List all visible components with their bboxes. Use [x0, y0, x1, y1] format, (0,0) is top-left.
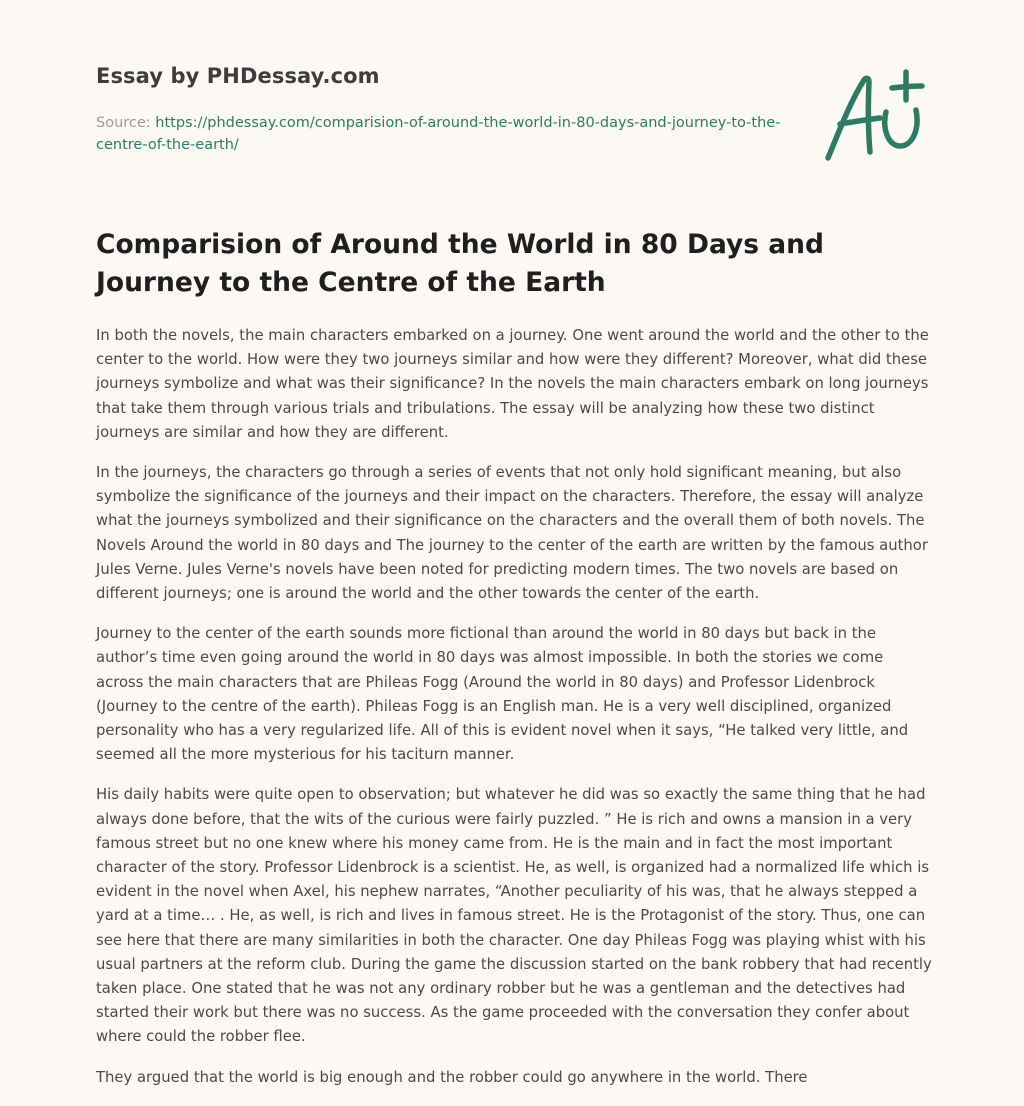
a-plus-logo [820, 66, 930, 166]
essay-paragraph: His daily habits were quite open to observation; but whatever he did was so exactly the same thing that he had always done before, that the wits of the curious were fairly puzzled. ” He is rich and owns a mansion in a very famous street but no one knew where his money came from. He is the main and in fact the most important character of the story. Professor Lidenbrock is a scientist. He, as well, is organized had a normalized life which is evident in the novel when Axel, his nephew narrates, “Another peculiarity of his was, that he always stepped a yard at a time… . He, as well, is rich and lives in famous street. He is the Protagonist of the story. Thus, one can see here that there are many similarities in both the character. One day Phileas Fogg was playing whist with his usual partners at the reform club. During the game the discussion started on the bank robbery that had recently taken place. One stated that he was not any ordinary robber but he was a gentleman and the detectives had started their work but there was no success. As the game proceeded with the conversation they confer about where could the robber flee. [96, 786, 932, 1046]
essay-paragraph: Journey to the center of the earth sounds more fictional than around the world in 80 days but back in the author’s time even going around the world in 80 days was almost impossible. In both the stories we come across the main characters that are Phileas Fogg (Around the world in 80 days) and Professor Lidenbrock (Journey to the centre of the earth). Phileas Fogg is an English man. He is a very well disciplined, organized personality who has a very regularized life. All of this is evident novel when it says, “He talked very little, and seemed all the more mysterious for his taciturn manner. [96, 625, 909, 764]
essay-title: Comparision of Around the World in 80 Days and Journey to the Centre of the Earth [96, 229, 824, 298]
essay-paragraph: They argued that the world is big enough and the robber could go anywhere in the world. There [96, 1068, 808, 1086]
essay-paragraph: In the journeys, the characters go through a series of events that not only hold significant meaning, but also symbolize the significance of the journeys and their impact on the characters. Therefore, the essay will analyze what the journeys symbolized and their significance on the characters and the overall them of both novels. The Novels Around the world in 80 days and The journey to the center of the earth are written by the famous author Jules Verne. Jules Verne's novels have been noted for predicting modern times. The two novels are based on different journeys; one is around the world and the other towards the center of the earth. [96, 464, 928, 603]
essay-paragraph: In both the novels, the main characters embarked on a journey. One went around the world and the other to the center to the world. How were they two journeys similar and how were they different? Moreover, what did these journeys symbolize and what was their significance? In the novels the main characters embark on long journeys that take them through various trials and tribulations. The essay will be analyzing how these two distinct journeys are similar and how they are different. [96, 327, 929, 441]
source-link[interactable]: https://phdessay.com/comparision-of-around-the-world-in-80-days-and-journey-to-the-centre-of-the-earth/ [96, 115, 781, 153]
essay-body [96, 324, 932, 1106]
site-brand: Essay by PHDessay.com [96, 64, 380, 88]
source-line [96, 112, 786, 156]
source-label: Source: [96, 115, 151, 131]
